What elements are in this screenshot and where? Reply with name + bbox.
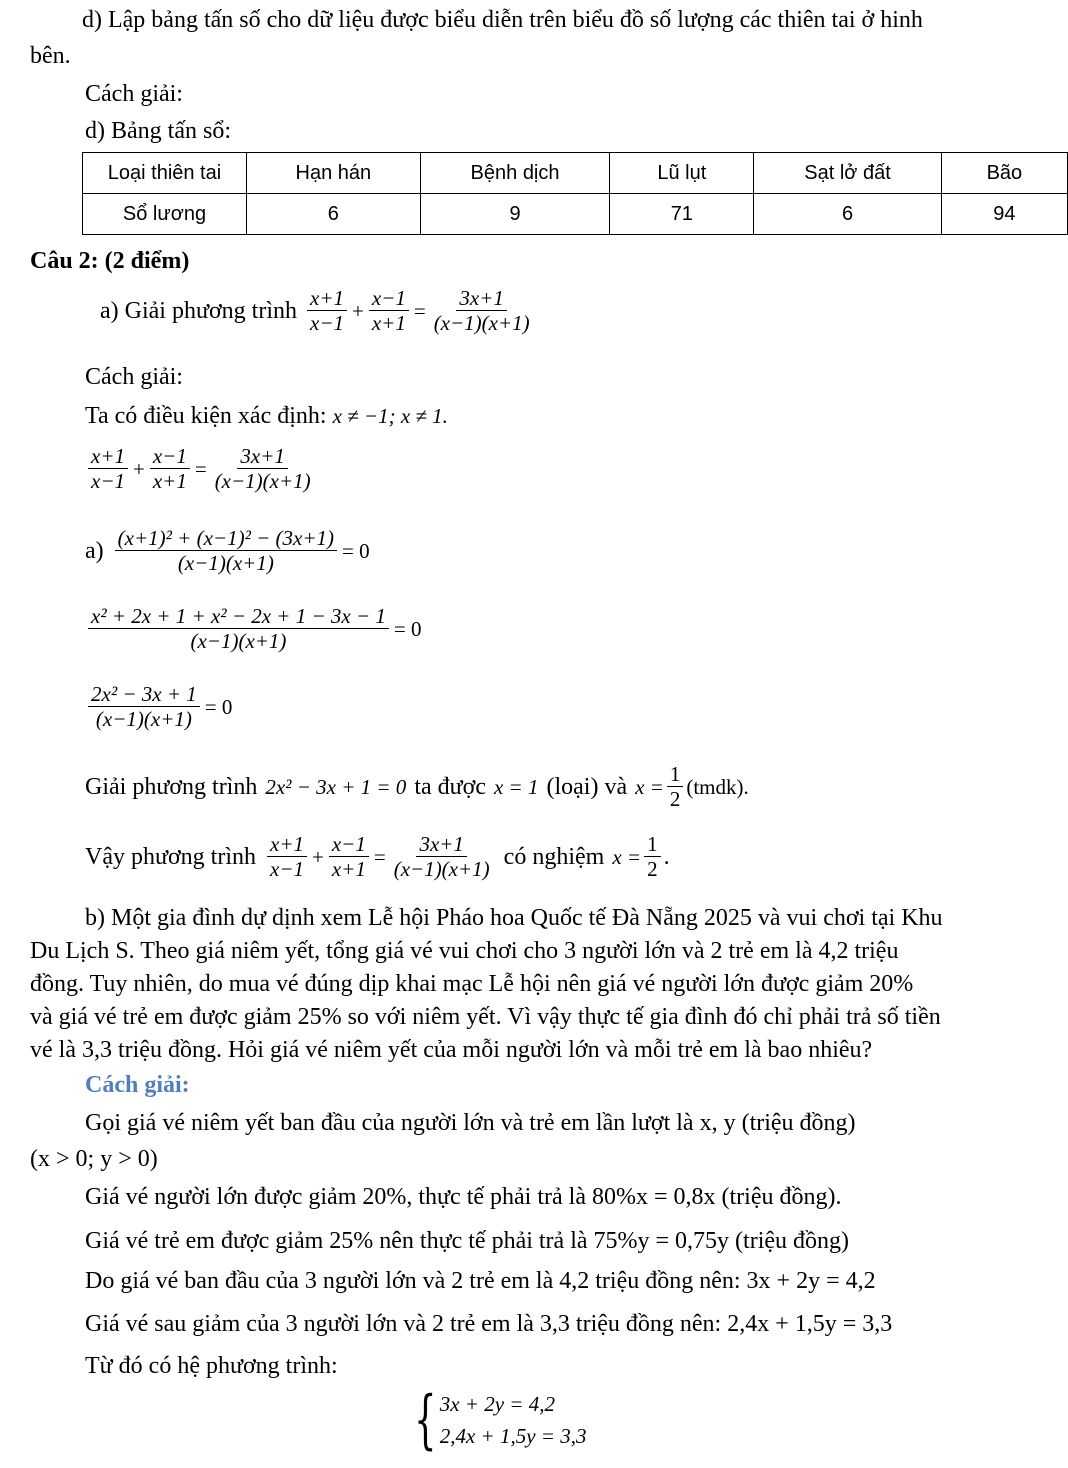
fraction — [329, 832, 369, 881]
left-brace: { — [414, 1383, 437, 1457]
method-label-a: Cách giải: — [85, 364, 183, 390]
numerator: x−1 — [329, 832, 369, 857]
fraction — [391, 832, 493, 881]
method-label-b: Cách giải: — [85, 1072, 190, 1098]
part-b-line: b) Một gia đình dự dịnh xem Lễ hội Pháo hoa Quốc tế Đà Nẵng 2025 và vui chơi tại Khu — [85, 905, 943, 931]
step-2 — [85, 526, 372, 575]
equals-sign: = — [194, 456, 207, 481]
solution-line: Giá vé trẻ em được giảm 25% nên thực tế phải trả là 75%y = 0,75y (triệu đồng) — [85, 1228, 850, 1254]
numerator: 3x+1 — [237, 444, 288, 469]
numerator: x+1 — [267, 832, 307, 857]
table-row — [83, 194, 1068, 235]
conclusion-text: Vậy phương trình — [85, 843, 257, 870]
equals-sign: = — [373, 844, 386, 869]
solution-line: Giá vé người lớn được giảm 20%, thực tế phải trả là 80%x = 0,8x (triệu đồng). — [85, 1184, 842, 1210]
step-4 — [85, 682, 234, 731]
quadratic: 2x² − 3x + 1 = 0 — [265, 774, 407, 799]
step-label: a) — [85, 537, 104, 564]
fraction — [644, 832, 661, 881]
denominator: (x−1)(x+1) — [190, 629, 287, 653]
numerator: x+1 — [307, 286, 347, 311]
question-d-text-line1: d) Lập bảng tấn số cho dữ liệu được biểu diễn trên biểu đồ số lượng các thiên tai ở hinh — [82, 7, 923, 33]
solution-line: Giá vé sau giảm của 3 người lớn và 2 trẻ em là 3,3 triệu đồng nên: 2,4x + 1,5y = 3,3 — [85, 1311, 893, 1337]
table-header-cell: Bệnh dịch — [420, 153, 610, 194]
equals-zero: = 0 — [393, 616, 422, 641]
table-header-cell: Sạt lở đất — [754, 153, 942, 194]
solution-line: Gọi giá vé niêm yết ban đầu của người lớn và trẻ em lần lượt là x, y (triệu đồng) — [85, 1110, 856, 1136]
solve-text: Giải phương trình — [85, 773, 258, 800]
plus-sign: + — [312, 844, 324, 869]
fraction — [667, 762, 684, 811]
part-b-line: vé là 3,3 triệu đồng. Hỏi giá vé niêm yết của mỗi người lớn và mỗi trẻ em là bao nhiêu? — [30, 1037, 873, 1063]
fraction — [431, 286, 533, 335]
denominator: x+1 — [331, 857, 366, 881]
conclusion-text: có nghiệm — [503, 843, 605, 870]
numerator: x−1 — [150, 444, 190, 469]
fraction — [267, 832, 307, 881]
table-header-cell: Loại thiên tai — [83, 153, 247, 194]
table-row-label: Sổ lương — [83, 194, 247, 235]
fraction — [212, 444, 314, 493]
solve-text: (loại) và — [546, 773, 628, 800]
numerator: x² + 2x + 1 + x² − 2x + 1 − 3x − 1 — [88, 604, 389, 629]
table-cell: 6 — [246, 194, 420, 235]
numerator: 2x² − 3x + 1 — [88, 682, 200, 707]
root-2-lhs: x = — [635, 774, 664, 799]
fraction — [88, 682, 200, 731]
numerator: x−1 — [369, 286, 409, 311]
condition-line — [85, 402, 448, 430]
fraction — [369, 286, 409, 335]
solution-line: Từ đó có hệ phương trình: — [85, 1353, 338, 1379]
part-b-line: Du Lịch S. Theo giá niêm yết, tổng giá vé vui chơi cho 3 người lớn và 2 trẻ em là 4,2 triệu — [30, 938, 899, 964]
conclusion-line — [85, 832, 670, 881]
tmdk-note: (tmdk). — [686, 774, 749, 799]
solution-line: Do giá vé ban đầu của 3 người lớn và 2 trẻ em là 4,2 triệu đồng nên: 3x + 2y = 4,2 — [85, 1268, 876, 1294]
denominator: x+1 — [371, 311, 406, 335]
method-label: Cách giải: — [85, 81, 183, 107]
denominator: (x−1)(x+1) — [95, 707, 192, 731]
plus-sign: + — [352, 298, 364, 323]
equals-sign: = — [413, 298, 426, 323]
condition-text: Ta có điều kiện xác định: — [85, 403, 327, 429]
fraction — [115, 526, 337, 575]
table-header-cell: Bão — [941, 153, 1067, 194]
denominator: x−1 — [270, 857, 305, 881]
root-1: x = 1 — [493, 774, 539, 799]
solution-lhs: x = — [612, 844, 642, 869]
denominator: 2 — [669, 787, 681, 811]
period: . — [663, 843, 670, 870]
table-header-row — [83, 153, 1068, 194]
plus-sign: + — [133, 456, 145, 481]
part-a-prefix: a) Giải phương trình — [100, 297, 297, 324]
denominator: (x−1)(x+1) — [393, 857, 490, 881]
numerator: 1 — [667, 762, 684, 787]
table-cell: 9 — [420, 194, 610, 235]
fraction — [88, 444, 128, 493]
part-b-line: đồng. Tuy nhiên, do mua vé đúng dịp khai mạc Lễ hội nên giá vé người lớn được giảm 20% — [30, 971, 914, 997]
system-equation-2: 2,4x + 1,5y = 3,3 — [439, 1424, 587, 1448]
solve-line — [85, 762, 749, 811]
solution-line: (x > 0; y > 0) — [30, 1146, 158, 1172]
part-b-line: và giá vé trẻ em được giảm 25% so với niêm yết. Vì vậy thực tế gia đình đó chỉ phải trả số tiền — [30, 1004, 941, 1030]
table-cell: 94 — [941, 194, 1067, 235]
system-equation-1: 3x + 2y = 4,2 — [439, 1392, 555, 1416]
question-2-title: Câu 2: (2 điểm) — [30, 248, 190, 274]
step-3 — [85, 604, 424, 653]
table-header-cell: Hạn hán — [246, 153, 420, 194]
fraction — [150, 444, 190, 493]
denominator: 2 — [647, 857, 658, 881]
numerator: 3x+1 — [456, 286, 507, 311]
denominator: (x−1)(x+1) — [177, 551, 274, 575]
table-header-cell: Lũ lụt — [610, 153, 754, 194]
equals-zero: = 0 — [204, 694, 233, 719]
numerator: 3x+1 — [416, 832, 467, 857]
denominator: (x−1)(x+1) — [214, 469, 311, 493]
denominator: x−1 — [91, 469, 125, 493]
equals-zero: = 0 — [342, 538, 370, 563]
denominator: x+1 — [152, 469, 187, 493]
fraction — [307, 286, 347, 335]
numerator: (x+1)² + (x−1)² − (3x+1) — [115, 526, 337, 551]
equation-restated — [85, 444, 317, 493]
equation-system — [405, 1383, 587, 1457]
denominator: x−1 — [310, 311, 344, 335]
fraction — [88, 604, 389, 653]
numerator: 1 — [644, 832, 661, 857]
table-cell: 6 — [754, 194, 942, 235]
solve-text: ta được — [414, 773, 486, 800]
condition-math: x ≠ −1; x ≠ 1. — [332, 404, 448, 428]
frequency-table — [82, 152, 1068, 235]
table-cell: 71 — [610, 194, 754, 235]
denominator: (x−1)(x+1) — [433, 311, 530, 335]
system-lines — [440, 1388, 587, 1452]
table-caption: d) Bảng tấn sổ: — [85, 118, 231, 144]
question-d-text-line2: bên. — [30, 43, 71, 69]
numerator: x+1 — [88, 444, 128, 469]
part-a-statement — [100, 286, 536, 335]
